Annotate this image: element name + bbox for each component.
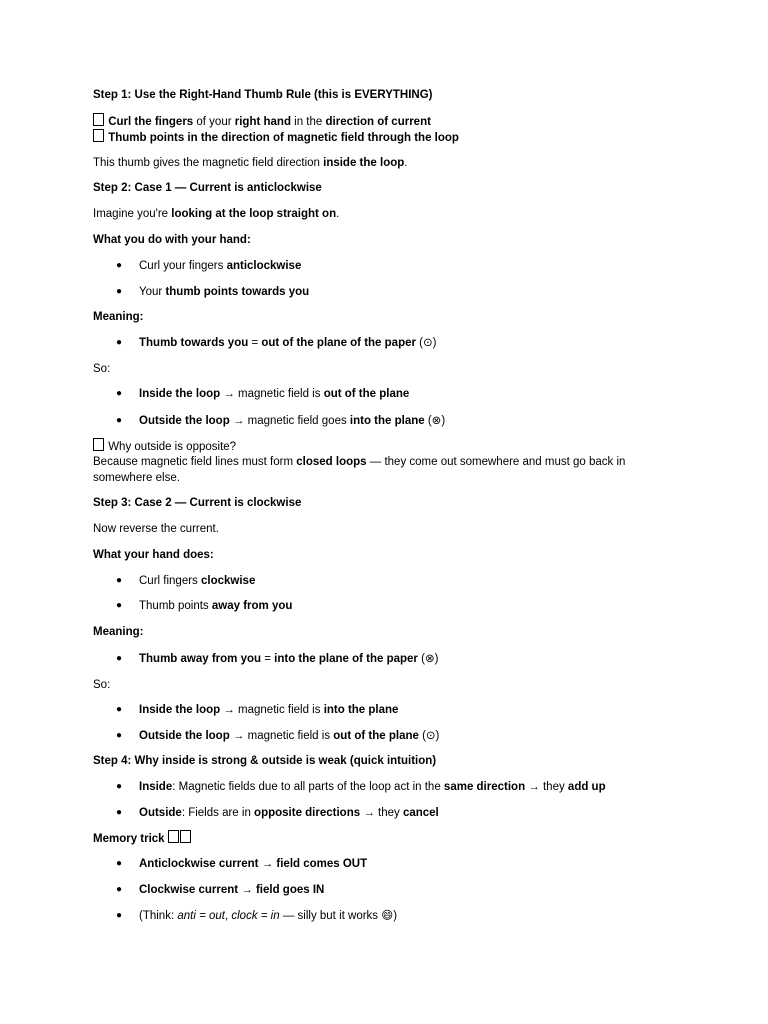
bullet-icon: ●	[116, 807, 123, 818]
list-item: Thumb away from you = into the plane of the paper (⊗)	[139, 653, 439, 665]
step1-line1: Curl the fingers of your right hand in the direction of current	[93, 113, 653, 130]
why-question: Why outside is opposite?	[93, 438, 653, 455]
why-answer: Because magnetic field lines must form closed loops — they come out somewhere and must go back in	[93, 456, 626, 468]
step1-heading: Step 1: Use the Right-Hand Thumb Rule (this is EVERYTHING)	[93, 89, 433, 101]
bullet-icon: ●	[116, 653, 123, 664]
list-item: Curl your fingers anticlockwise	[139, 260, 302, 272]
list-item: Outside: Fields are in opposite directions → they cancel	[139, 807, 439, 819]
memory-heading: Memory trick	[93, 830, 653, 847]
bullet-icon: ●	[116, 388, 123, 399]
list-item: Outside the loop → magnetic field is out of the plane (⊙)	[139, 730, 440, 742]
step2-imagine: Imagine you're looking at the loop straight on.	[93, 208, 340, 220]
step2-meaning-heading: Meaning:	[93, 311, 144, 323]
bullet-icon: ●	[116, 337, 123, 348]
list-item: (Think: anti = out, clock = in — silly but it works 😄)	[139, 910, 398, 922]
bullet-icon: ●	[116, 286, 123, 297]
why-answer-cont: somewhere else.	[93, 472, 180, 484]
bullet-icon: ●	[116, 884, 123, 895]
missing-glyph-icon	[93, 113, 104, 126]
step3-reverse: Now reverse the current.	[93, 523, 219, 535]
bullet-icon: ●	[116, 910, 123, 921]
bullet-icon: ●	[116, 575, 123, 586]
list-item: Thumb points away from you	[139, 600, 293, 612]
bullet-icon: ●	[116, 730, 123, 741]
missing-glyph-icon	[180, 830, 191, 843]
list-item: Anticlockwise current → field comes OUT	[139, 858, 368, 870]
missing-glyph-icon	[93, 129, 104, 142]
step3-hand-heading: What your hand does:	[93, 549, 214, 561]
list-item: Inside the loop → magnetic field is out of the plane	[139, 388, 410, 400]
step2-heading: Step 2: Case 1 — Current is anticlockwise	[93, 182, 322, 194]
list-item: Curl fingers clockwise	[139, 575, 256, 587]
list-item: Inside the loop → magnetic field is into the plane	[139, 704, 399, 716]
list-item: Your thumb points towards you	[139, 286, 310, 298]
step2-hand-heading: What you do with your hand:	[93, 234, 251, 246]
list-item: Clockwise current → field goes IN	[139, 884, 325, 896]
bullet-icon: ●	[116, 858, 123, 869]
bullet-icon: ●	[116, 415, 123, 426]
step3-so: So:	[93, 679, 111, 691]
step1-note: This thumb gives the magnetic field direction inside the loop.	[93, 157, 408, 169]
bullet-icon: ●	[116, 704, 123, 715]
list-item: Outside the loop → magnetic field goes into the plane (⊗)	[139, 415, 446, 427]
bullet-icon: ●	[116, 260, 123, 271]
list-item: Thumb towards you = out of the plane of the paper (⊙)	[139, 337, 437, 349]
list-item: Inside: Magnetic fields due to all parts of the loop act in the same direction → they add up	[139, 781, 606, 793]
step4-heading: Step 4: Why inside is strong & outside is weak (quick intuition)	[93, 755, 437, 767]
bullet-icon: ●	[116, 781, 123, 792]
bullet-icon: ●	[116, 600, 123, 611]
missing-glyph-icon	[168, 830, 179, 843]
step3-heading: Step 3: Case 2 — Current is clockwise	[93, 497, 302, 509]
step2-so: So:	[93, 363, 111, 375]
step1-line2: Thumb points in the direction of magnetic field through the loop	[93, 129, 653, 146]
step3-meaning-heading: Meaning:	[93, 626, 144, 638]
missing-glyph-icon	[93, 438, 104, 451]
